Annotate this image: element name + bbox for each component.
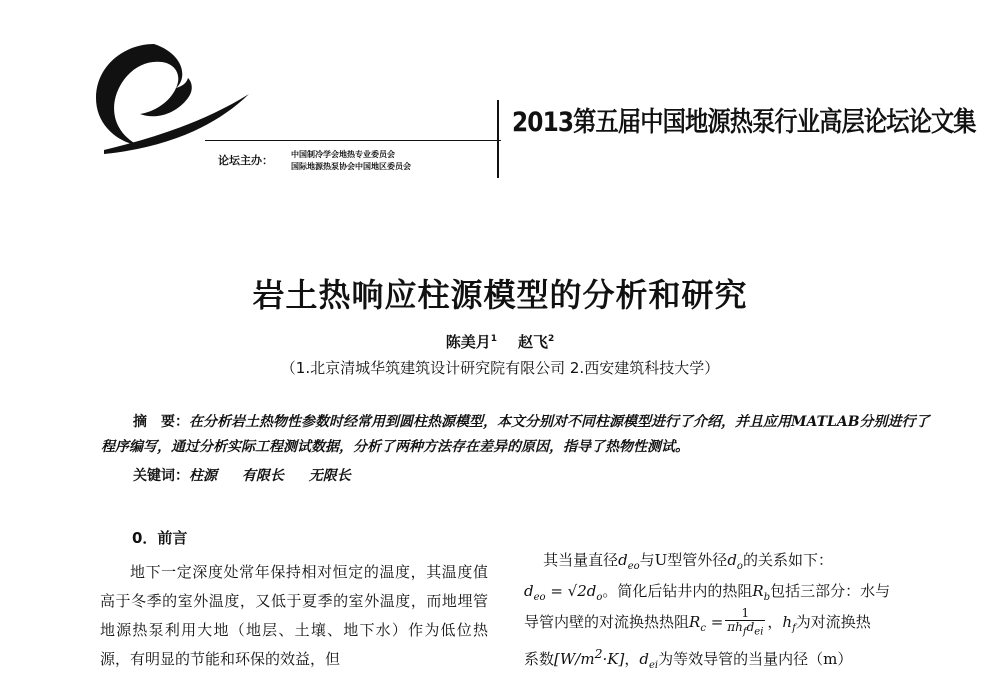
keywords-items: 柱源 有限长 无限长 bbox=[189, 468, 351, 484]
right-line-3: 导管内壁的对流换热热阻$R_c$ = $\frac{1}{\pi h_fd_{ei}}$ ，$h_f$为对流换热 bbox=[524, 606, 871, 638]
proceedings-title: 2013第五届中国地源热泵行业高层论坛论文集 bbox=[512, 107, 976, 138]
author-1: 陈美月 bbox=[445, 333, 491, 351]
inner-diameter-symbol: $d_{ei}$ bbox=[639, 650, 659, 671]
borehole-resistance-symbol: $R_b$ bbox=[752, 582, 771, 603]
keywords bbox=[133, 465, 351, 485]
author-line bbox=[0, 331, 1000, 352]
right-column-text bbox=[524, 545, 922, 669]
equiv-diameter-symbol: $d_{eo}$ bbox=[618, 551, 640, 572]
right-line-2: $d_{eo} = √2d_o$。简化后钻井内的热阻$R_b$包括三部分：水与 bbox=[524, 582, 891, 603]
affiliations: （1.北京清城华筑建筑设计研究院有限公司 2.西安建筑科技大学） bbox=[280, 359, 720, 377]
author-2: 赵飞 bbox=[517, 333, 548, 351]
header-divider-horizontal bbox=[205, 140, 501, 141]
left-paragraph: 地下一定深度处常年保持相对恒定的温度，其温度值高于冬季的室外温度，又低于夏季的室外温度，而地埋管地源热泵利用大地（地层、土壤、地下水）作为低位热源，有明显的节能和环保的效益，但 bbox=[100, 563, 488, 668]
keywords-label: 关键词： bbox=[133, 468, 189, 484]
abstract-label: 摘 要： bbox=[133, 414, 189, 430]
right-line-1: 其当量直径$d_{eo}$与U型管外径$d_o$的关系如下： bbox=[543, 551, 833, 572]
author-1-mark: 1 bbox=[490, 334, 498, 344]
abstract-text: 在分析岩土热物性参数时经常用到圆柱热源模型，本文分别对不同柱源模型进行了介绍，并且应用MATLAB分别进行了程序编写，通过分析实际工程测试数据，分析了两种方法存在差异的原因，指导了热物性测试。 bbox=[101, 414, 930, 455]
right-line-4: 系数$[W/m^2\cdot K]$，$d_{ei}$为等效导管的当量内径（m） bbox=[524, 646, 853, 671]
host-org-1: 中国制冷学会地热专业委员会 bbox=[291, 150, 395, 159]
paper-title: 岩土热响应柱源模型的分析和研究 bbox=[252, 276, 748, 314]
author-2-mark: 2 bbox=[547, 334, 555, 344]
host-label: 论坛主办： bbox=[218, 154, 273, 167]
coefficient-unit: $[W/m^2\cdot K]$ bbox=[554, 646, 625, 668]
equiv-diameter-formula: $d_{eo} = √2d_o$ bbox=[524, 582, 603, 603]
header-divider-vertical bbox=[497, 100, 499, 178]
convection-coefficient-symbol: $h_f$ bbox=[782, 613, 796, 634]
abstract bbox=[101, 410, 931, 460]
host-org-2: 国际地源热泵协会中国地区委员会 bbox=[291, 162, 411, 171]
host-organizations bbox=[291, 149, 411, 173]
resistance-fraction: $\frac{1}{\pi h_fd_{ei}}$ bbox=[727, 606, 764, 638]
left-column-text bbox=[100, 558, 488, 674]
outer-diameter-symbol: $d_o$ bbox=[727, 551, 743, 572]
convective-resistance-formula: $R_c$ = bbox=[689, 613, 724, 634]
section-heading: 0．前言 bbox=[132, 529, 188, 547]
